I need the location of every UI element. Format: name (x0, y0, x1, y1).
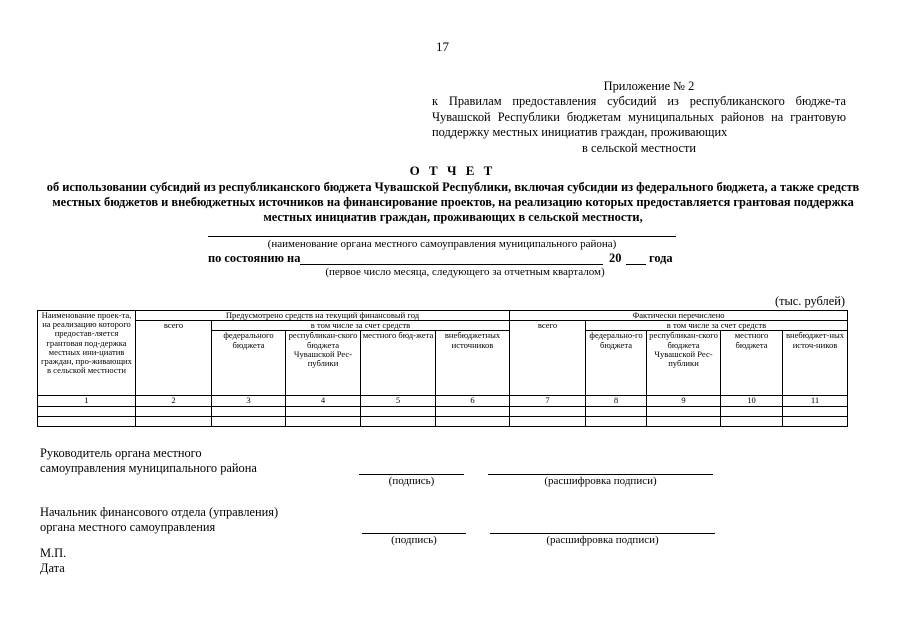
column-numbers-row (38, 396, 848, 406)
col-num: 2 (136, 396, 212, 406)
as-of-label: по состоянию на (208, 251, 301, 265)
appendix-title: Приложение № 2 (603, 79, 695, 93)
col-num: 5 (361, 396, 436, 406)
appendix-last-line: в сельской местности (582, 140, 696, 155)
table-row (38, 416, 848, 426)
report-subtitle: об использовании субсидий из республиканского бюджета Чувашской Республики, включая субсидии из федерального бюджета, а также средств местных бюджетов и внебюджетных источников на финансирование проектов, на реализацию которых предоставляется грантовая поддержка местных инициатив граждан, проживающих в сельской местности, (46, 180, 860, 224)
report-table (37, 310, 848, 427)
actual-local-header: местного бюджета (721, 331, 783, 396)
fin-signature-caption: (подпись) (391, 534, 437, 546)
body-name-line (208, 236, 676, 237)
actual-republic-header: республикан-ского бюджета Чувашской Рес-публики (647, 331, 721, 396)
as-of-date-line (300, 264, 603, 265)
col-num: 3 (212, 396, 286, 406)
col-num: 1 (38, 396, 136, 406)
body-name-caption: (наименование органа местного самоуправления муниципального района) (267, 238, 617, 250)
planned-federal-header: федерального бюджета (212, 331, 286, 396)
actual-header: Фактически перечислено (510, 311, 848, 321)
head-label-line1: Руководитель органа местного (40, 446, 202, 460)
page-number: 17 (436, 39, 449, 54)
col-num: 7 (510, 396, 586, 406)
units-label: (тыс. рублей) (774, 294, 845, 308)
planned-including-header: в том числе за счет средств (212, 321, 510, 331)
fin-label-line2: органа местного самоуправления (40, 520, 216, 534)
year-prefix: 20 (609, 251, 622, 265)
col-num: 4 (286, 396, 361, 406)
head-signature-caption: (подпись) (388, 475, 435, 487)
head-label-line2: самоуправления муниципального района (40, 461, 257, 475)
seal-label: М.П. (40, 546, 67, 560)
project-name-header: Наименование проек-та, на реализацию которого предостав-ляется грантовая под-держка местных ини-циатив граждан, про-живающих в сельской местности (38, 311, 136, 396)
actual-including-header: в том числе за счет средств (586, 321, 848, 331)
year-word: года (649, 251, 673, 265)
actual-total-header: всего (510, 321, 586, 396)
planned-header: Предусмотрено средств на текущий финансовый год (136, 311, 510, 321)
date-label: Дата (40, 561, 65, 575)
fin-decode-caption: (расшифровка подписи) (546, 534, 659, 546)
col-num: 6 (436, 396, 510, 406)
actual-extrabudget-header: внебюджет-ных источ-ников (783, 331, 848, 396)
planned-extrabudget-header: внебюджетных источников (436, 331, 510, 396)
col-num: 10 (721, 396, 783, 406)
planned-local-header: местного бюд-жета (361, 331, 436, 396)
head-decode-caption: (расшифровка подписи) (544, 475, 657, 487)
fin-label-line1: Начальник финансового отдела (управления) (40, 505, 279, 519)
planned-total-header: всего (136, 321, 212, 396)
col-num: 9 (647, 396, 721, 406)
table-row (38, 406, 848, 416)
appendix-block (432, 79, 846, 156)
actual-federal-header: федерально-го бюджета (586, 331, 647, 396)
appendix-text: к Правилам предоставления субсидий из республиканского бюдже-та Чувашской Республики бюджетам муниципальных районов на грантовую поддержку местных инициатив граждан, проживающих (432, 94, 846, 140)
planned-republic-header: республикан-ского бюджета Чувашской Рес-публики (286, 331, 361, 396)
year-line (626, 264, 646, 265)
date-caption: (первое число месяца, следующего за отчетным кварталом) (325, 266, 605, 278)
col-num: 8 (586, 396, 647, 406)
col-num: 11 (783, 396, 848, 406)
report-title: О Т Ч Е Т (409, 163, 496, 178)
